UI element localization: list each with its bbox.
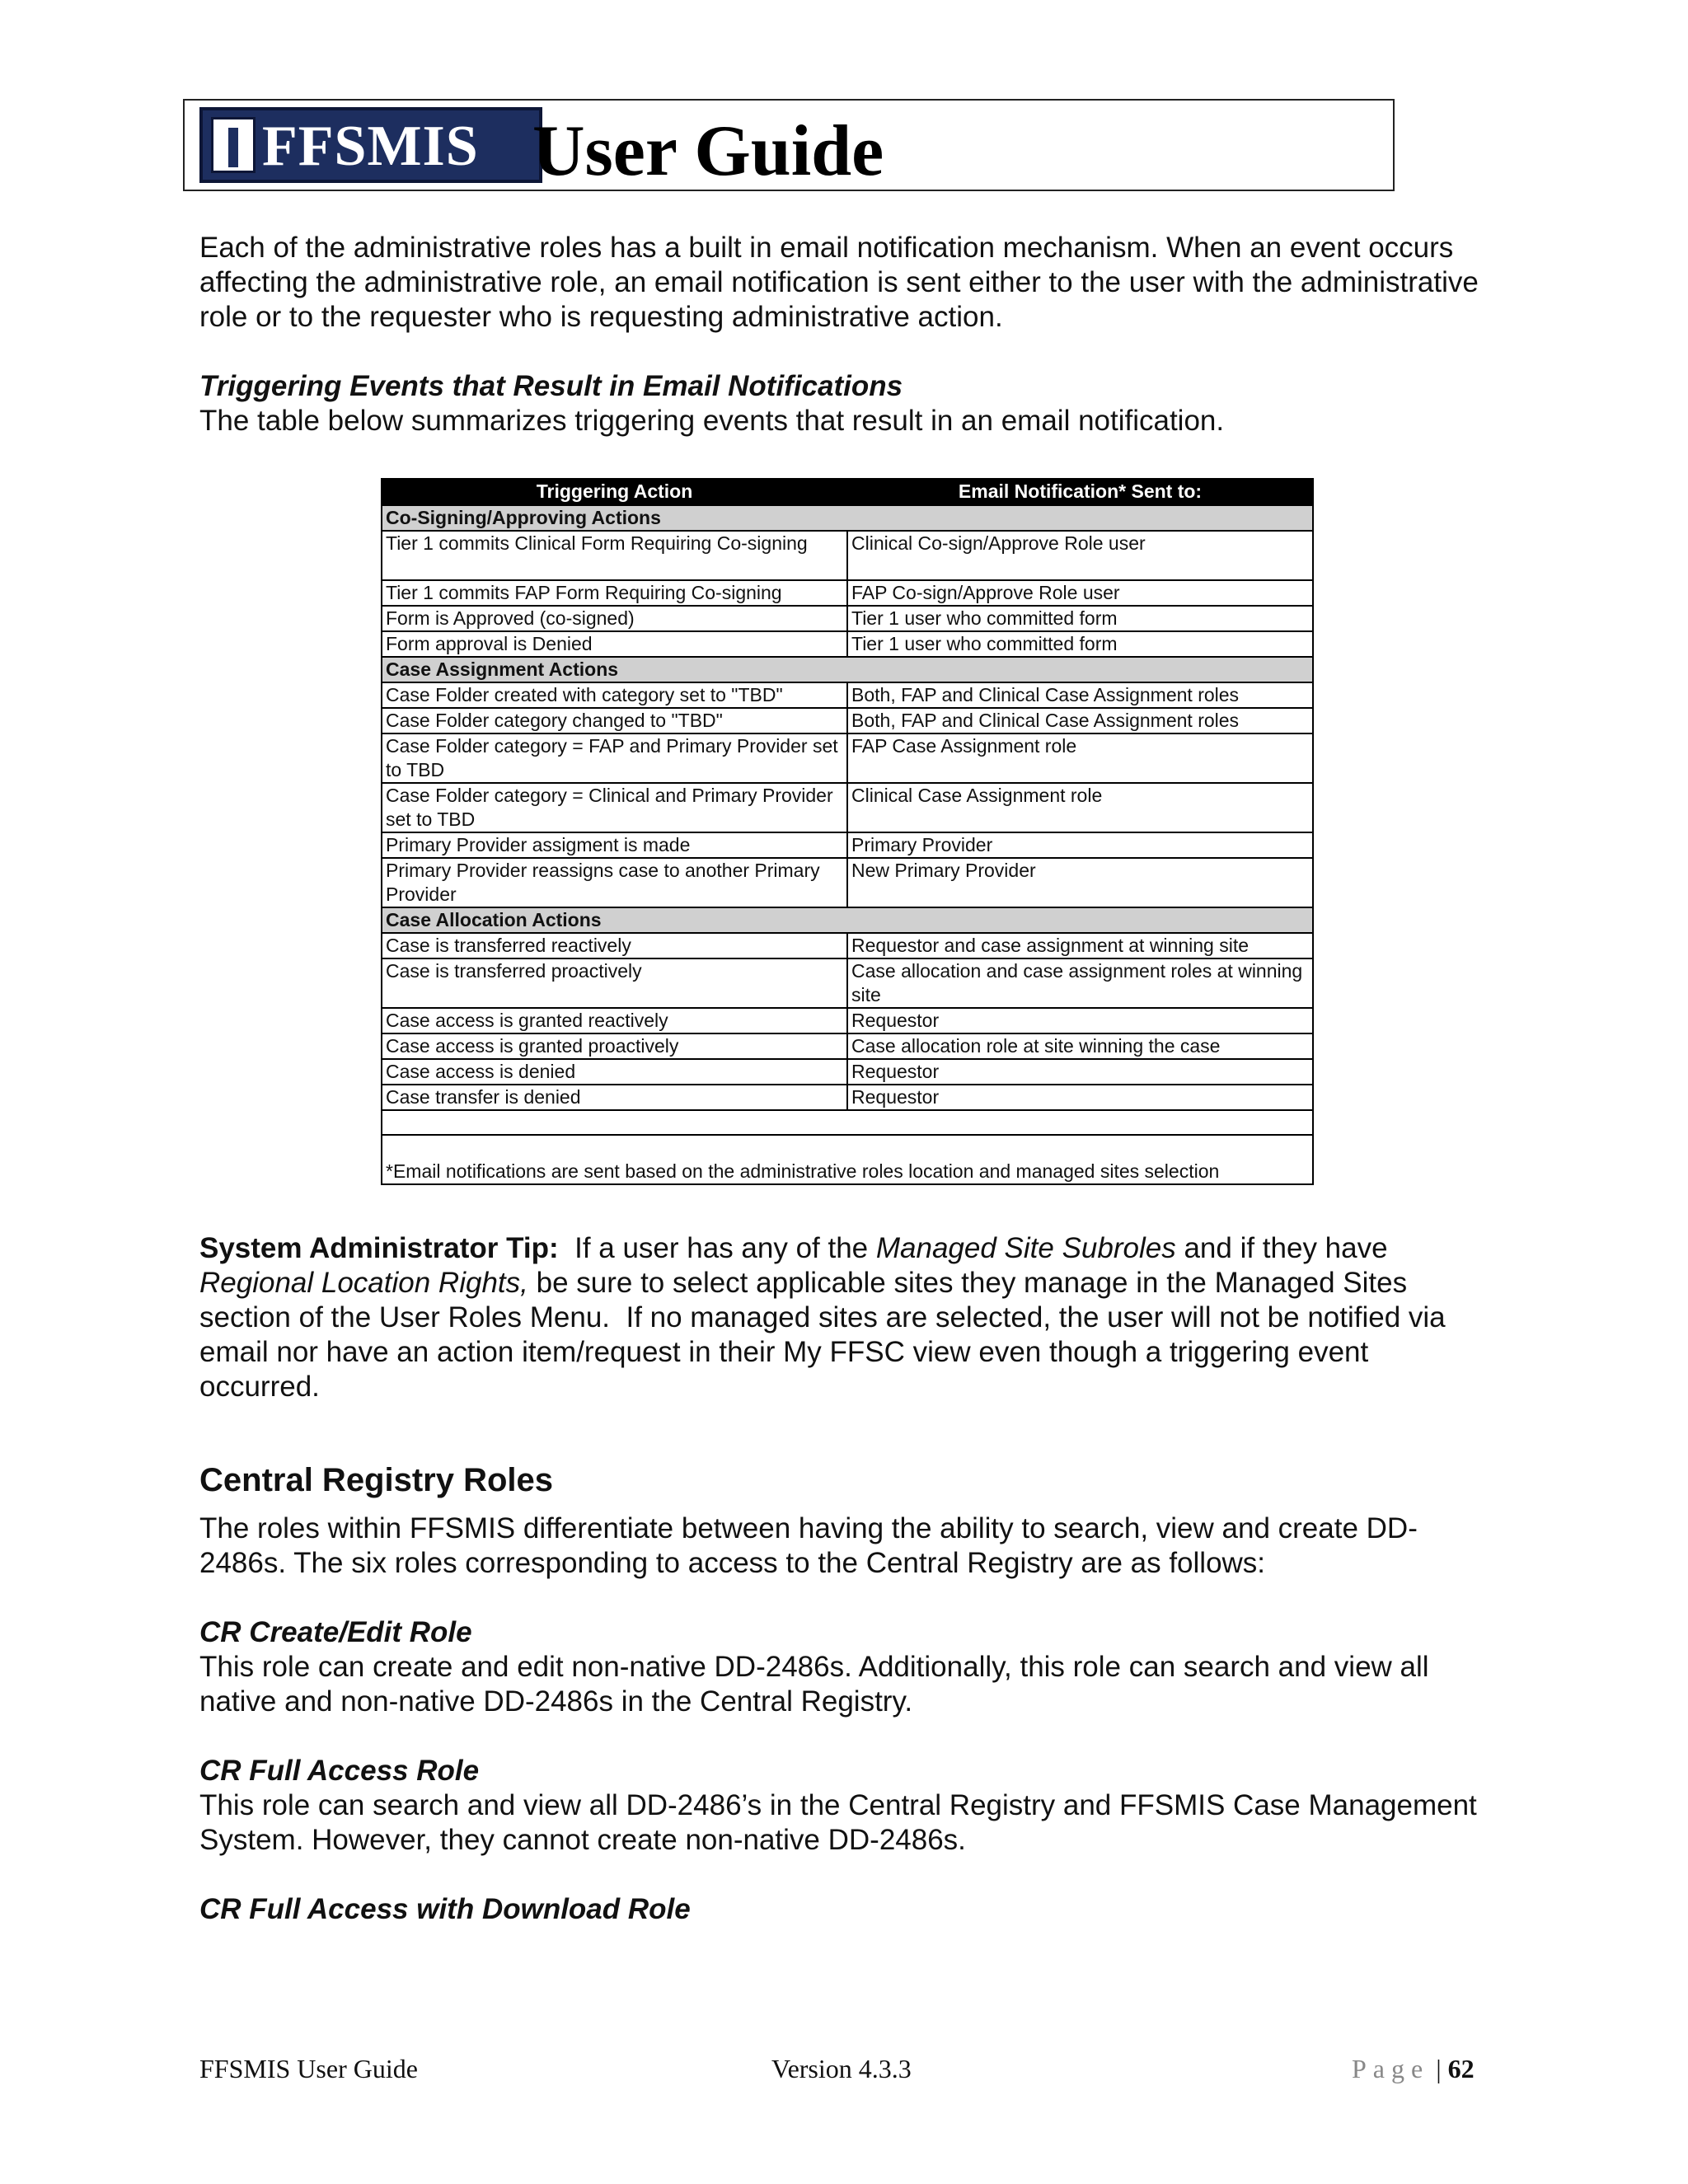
trigger-cell: Case access is granted reactively (382, 1008, 847, 1033)
recipient-cell: Both, FAP and Clinical Case Assignment roles (847, 708, 1313, 733)
trigger-cell: Case Folder category = FAP and Primary Provider set to TBD (382, 733, 847, 783)
tip-italic-1: Managed Site Subroles (875, 1232, 1176, 1264)
section-row-allocation (382, 907, 1313, 933)
logo-text: FFSMIS (262, 115, 479, 178)
table-row (382, 1033, 1313, 1059)
role-heading: CR Create/Edit Role (199, 1616, 472, 1648)
tip-text-1: If a user has any of the (558, 1232, 876, 1264)
trigger-cell: Case Folder category changed to "TBD" (382, 708, 847, 733)
header-title: User Guide (532, 111, 884, 191)
trigger-cell: Case access is denied (382, 1059, 847, 1085)
table-row (382, 733, 1313, 783)
admin-tip (199, 1231, 1493, 1404)
page-word: Page (1352, 2054, 1430, 2083)
page-number: 62 (1447, 2054, 1475, 2083)
trigger-cell: Case is transferred reactively (382, 933, 847, 958)
page-separator: | (1429, 2054, 1448, 2083)
recipient-cell: Requestor (847, 1059, 1313, 1085)
triggering-heading: Triggering Events that Result in Email Notifications (199, 370, 903, 402)
role-cr-full-access-download (199, 1892, 1493, 1927)
table-row (382, 1085, 1313, 1110)
central-registry-text: The roles within FFSMIS differentiate between having the ability to search, view and create DD-2486s. The six roles corresponding to access to the Central Registry are as follows: (199, 1512, 1418, 1579)
role-heading: CR Full Access Role (199, 1755, 480, 1787)
recipient-cell: New Primary Provider (847, 858, 1313, 907)
trigger-cell: Case Folder created with category set to "TBD" (382, 682, 847, 708)
table-row (382, 1008, 1313, 1033)
tip-italic-2: Regional Location Rights, (199, 1267, 528, 1299)
recipient-cell: Requestor (847, 1008, 1313, 1033)
role-description: This role can search and view all DD-2486’s in the Central Registry and FFSMIS Case Management System. However, they cannot create non-native DD-2486s. (199, 1789, 1477, 1856)
recipient-cell: Tier 1 user who committed form (847, 606, 1313, 631)
intro-text: Each of the administrative roles has a built in email notification mechanism. When an event occurs affecting the administrative role, an email notification is sent either to the user with the administrative role or to the requester who is requesting administrative action. (199, 232, 1479, 333)
recipient-cell: Primary Provider (847, 832, 1313, 858)
recipient-cell: Requestor and case assignment at winning site (847, 933, 1313, 958)
footnote-row (382, 1135, 1313, 1184)
trigger-cell: Case is transferred proactively (382, 958, 847, 1008)
column-header-email-notification: Email Notification* Sent to: (847, 479, 1313, 505)
recipient-cell: Case allocation and case assignment roles at winning site (847, 958, 1313, 1008)
trigger-cell: Form is Approved (co-signed) (382, 606, 847, 631)
footer-doc-title: FFSMIS User Guide (199, 2054, 418, 2083)
tip-text-2: and if they have (1175, 1232, 1396, 1264)
recipient-cell: Case allocation role at site winning the case (847, 1033, 1313, 1059)
table-row (382, 531, 1313, 580)
pillar-icon (211, 117, 256, 173)
recipient-cell: FAP Case Assignment role (847, 733, 1313, 783)
footnote-cell: *Email notifications are sent based on the administrative roles location and managed sites selection (382, 1135, 1313, 1184)
trigger-cell: Form approval is Denied (382, 631, 847, 657)
admin-tip-text (199, 1231, 1493, 1404)
section-row-assignment (382, 657, 1313, 682)
column-header-triggering-action: Triggering Action (382, 479, 847, 505)
recipient-cell: Clinical Case Assignment role (847, 783, 1313, 832)
central-registry-heading: Central Registry Roles (199, 1462, 554, 1498)
ffsmis-logo (199, 107, 542, 183)
recipient-cell: FAP Co-sign/Approve Role user (847, 580, 1313, 606)
recipient-cell: Tier 1 user who committed form (847, 631, 1313, 657)
table-row (382, 958, 1313, 1008)
triggering-text: The table below summarizes triggering events that result in an email notification. (199, 405, 1225, 437)
table-row (382, 1059, 1313, 1085)
table-row (382, 783, 1313, 832)
recipient-cell: Clinical Co-sign/Approve Role user (847, 531, 1313, 580)
table-header-row (382, 479, 1313, 505)
central-registry-intro (199, 1511, 1493, 1581)
role-description: This role can create and edit non-native DD-2486s. Additionally, this role can search and view all native and non-native DD-2486s in the Central Registry. (199, 1651, 1429, 1718)
trigger-cell: Case access is granted proactively (382, 1033, 847, 1059)
empty-row (382, 1110, 1313, 1135)
page-header (183, 99, 1395, 191)
role-heading: CR Full Access with Download Role (199, 1893, 691, 1925)
trigger-cell: Primary Provider reassigns case to another Primary Provider (382, 858, 847, 907)
footer-version: Version 4.3.3 (771, 2054, 912, 2083)
section-row-cosign (382, 505, 1313, 531)
email-notification-table (381, 478, 1314, 1185)
trigger-cell: Case transfer is denied (382, 1085, 847, 1110)
table-row (382, 606, 1313, 631)
role-cr-full-access (199, 1754, 1493, 1858)
recipient-cell: Both, FAP and Clinical Case Assignment roles (847, 682, 1313, 708)
table-row (382, 832, 1313, 858)
table-row (382, 708, 1313, 733)
role-cr-create-edit (199, 1615, 1493, 1719)
tip-text-3: be sure to select applicable sites they manage in the Managed Sites section of the User Roles Menu. If no managed sites are selected, the user will not be notified via email nor have an action item/request in their My FFSC view even though a triggering event occurred. (199, 1267, 1454, 1403)
trigger-cell: Primary Provider assigment is made (382, 832, 847, 858)
trigger-cell: Tier 1 commits Clinical Form Requiring Co-signing (382, 531, 847, 580)
section-label: Case Assignment Actions (382, 657, 1313, 682)
footer-page (1352, 2054, 1475, 2084)
table-row (382, 858, 1313, 907)
table-row (382, 933, 1313, 958)
table-row (382, 631, 1313, 657)
intro-paragraph (199, 231, 1493, 335)
empty-cell (382, 1110, 1313, 1135)
recipient-cell: Requestor (847, 1085, 1313, 1110)
section-label: Case Allocation Actions (382, 907, 1313, 933)
trigger-cell: Tier 1 commits FAP Form Requiring Co-signing (382, 580, 847, 606)
table-row (382, 580, 1313, 606)
triggering-section (199, 369, 1493, 438)
tip-label: System Administrator Tip: (199, 1232, 559, 1264)
section-label: Co-Signing/Approving Actions (382, 505, 1313, 531)
table-row (382, 682, 1313, 708)
trigger-cell: Case Folder category = Clinical and Primary Provider set to TBD (382, 783, 847, 832)
